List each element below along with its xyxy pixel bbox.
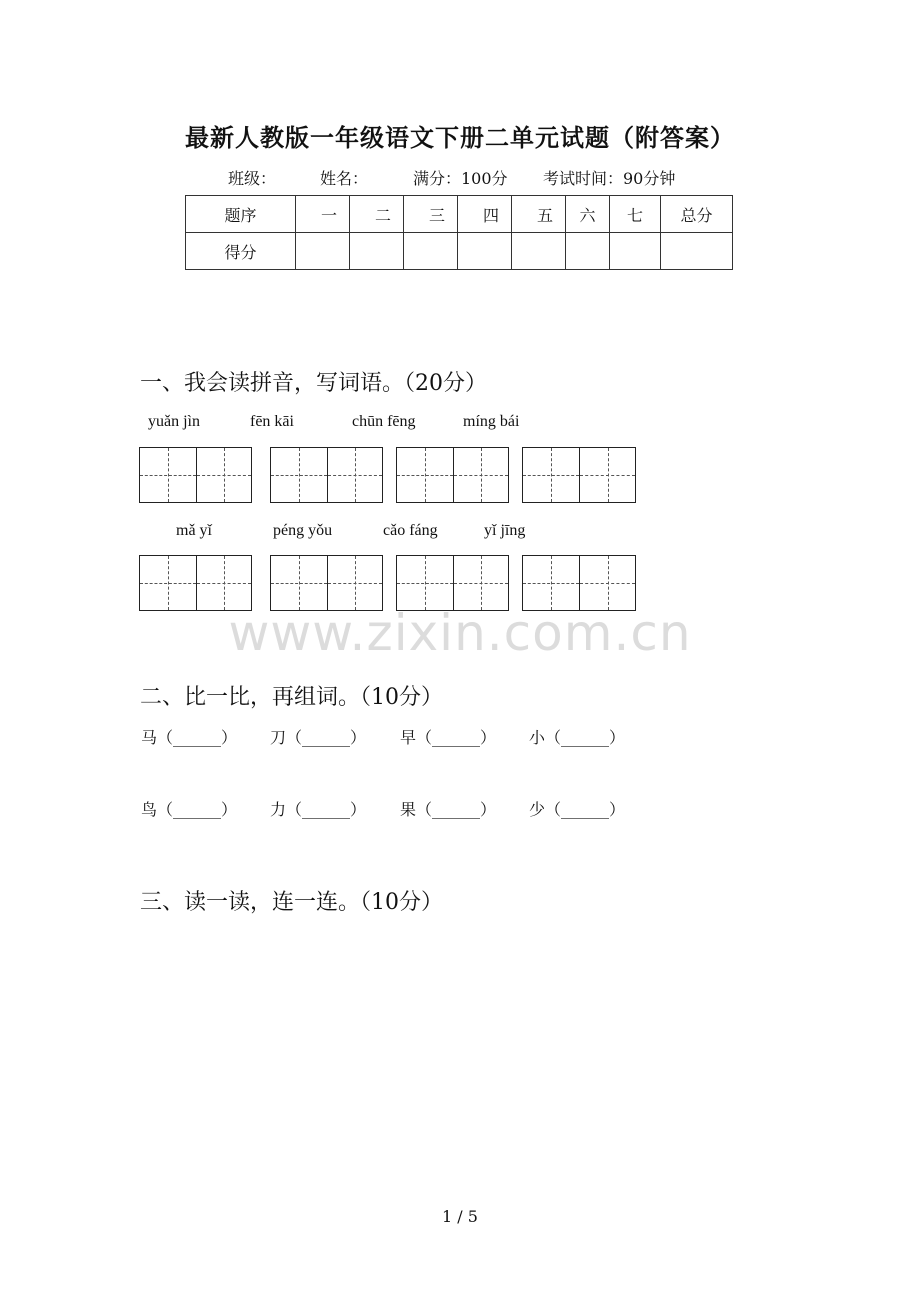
page-title: 最新人教版一年级语文下册二单元试题（附答案） — [185, 123, 735, 152]
pinyin-label: mǎ yǐ — [176, 522, 212, 539]
header-cell: 题序 — [186, 196, 296, 233]
pinyin-label: yǐ jīng — [484, 522, 526, 539]
score-cell[interactable] — [458, 233, 512, 270]
pinyin-label: yuǎn jìn — [148, 413, 200, 430]
pinyin-label: chūn fēng — [352, 413, 416, 430]
score-table — [185, 195, 733, 270]
pinyin-label: fēn kāi — [250, 413, 294, 430]
pinyin-label: péng yǒu — [273, 522, 333, 539]
exam-time: 考试时间：90分钟 — [543, 169, 676, 188]
writing-grid[interactable] — [139, 447, 252, 503]
header-cell: 六 — [566, 196, 610, 233]
header-cell: 五 — [512, 196, 566, 233]
score-cell[interactable] — [404, 233, 458, 270]
score-cell[interactable] — [512, 233, 566, 270]
word-blank[interactable]: 果（______） — [400, 800, 497, 819]
header-cell: 七 — [610, 196, 661, 233]
pinyin-label: cǎo fáng — [383, 522, 438, 539]
header-cell: 三 — [404, 196, 458, 233]
section-1-title: 一、我会读拼音，写词语。（20分） — [140, 371, 487, 396]
word-blank[interactable]: 马（______） — [141, 728, 238, 747]
header-cell: 一 — [296, 196, 350, 233]
score-table-score-row — [186, 233, 733, 270]
writing-grid[interactable] — [139, 555, 252, 611]
page-number: 1 / 5 — [442, 1207, 478, 1226]
word-blank[interactable]: 刀（______） — [270, 728, 367, 747]
score-cell[interactable] — [610, 233, 661, 270]
section-3-title: 三、读一读，连一连。（10分） — [140, 890, 443, 915]
writing-grid[interactable] — [522, 447, 636, 503]
writing-grid[interactable] — [522, 555, 636, 611]
score-cell[interactable] — [566, 233, 610, 270]
writing-grid[interactable] — [270, 555, 383, 611]
row-label: 得分 — [186, 233, 296, 270]
word-blank[interactable]: 早（______） — [400, 728, 497, 747]
class-label: 班级： — [228, 169, 277, 188]
word-blank[interactable]: 力（______） — [270, 800, 367, 819]
header-cell: 总分 — [661, 196, 733, 233]
writing-grid[interactable] — [270, 447, 383, 503]
section-2-title: 二、比一比，再组词。（10分） — [140, 685, 443, 710]
score-cell[interactable] — [350, 233, 404, 270]
score-table-header-row — [186, 196, 733, 233]
writing-grid[interactable] — [396, 555, 509, 611]
header-cell: 四 — [458, 196, 512, 233]
score-cell[interactable] — [296, 233, 350, 270]
watermark: www.zixin.com.cn — [228, 604, 692, 662]
pinyin-label: míng bái — [463, 413, 520, 430]
score-cell[interactable] — [661, 233, 733, 270]
word-blank[interactable]: 小（______） — [529, 728, 626, 747]
full-score: 满分：100分 — [413, 169, 508, 188]
name-label: 姓名： — [320, 169, 369, 188]
word-blank[interactable]: 少（______） — [529, 800, 626, 819]
writing-grid[interactable] — [396, 447, 509, 503]
word-blank[interactable]: 鸟（______） — [141, 800, 238, 819]
header-cell: 二 — [350, 196, 404, 233]
